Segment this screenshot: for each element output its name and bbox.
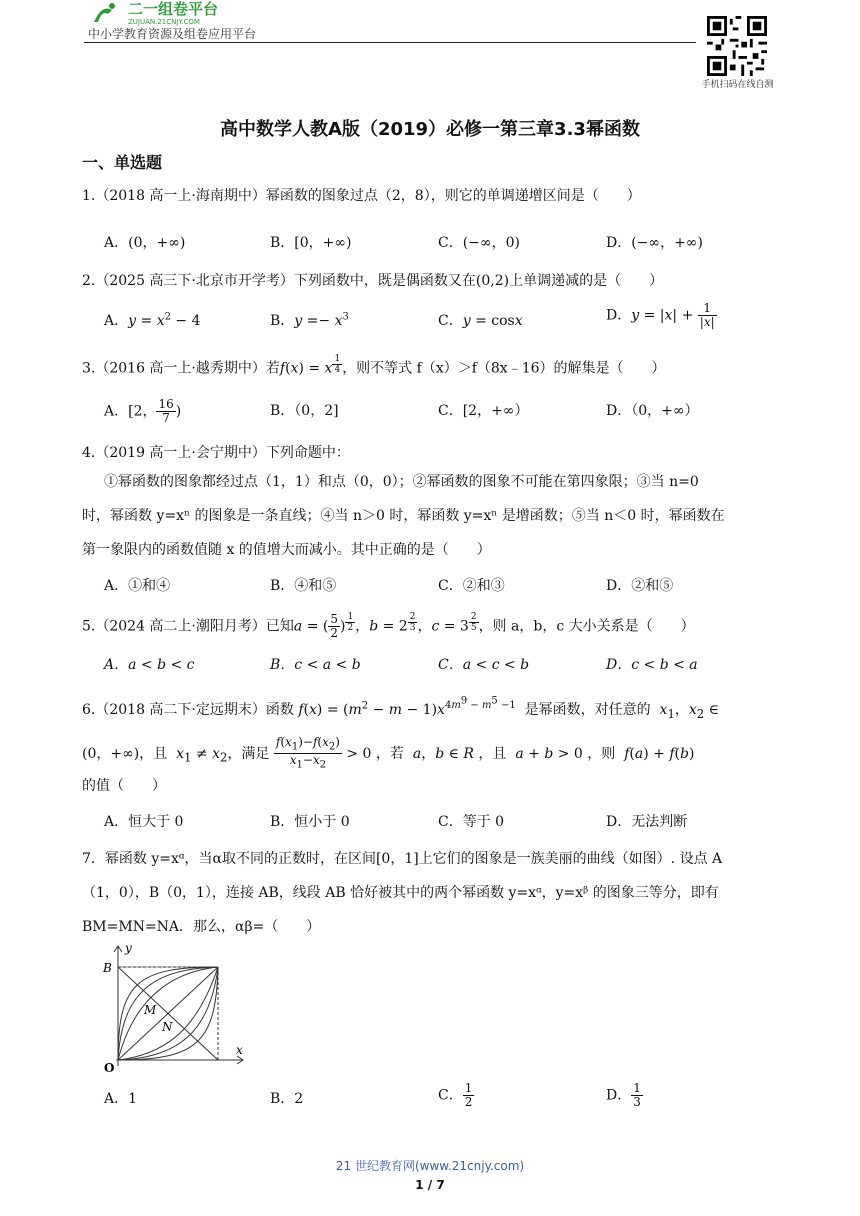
logo-url: ZUJUAN.21CNJY.COM	[128, 18, 200, 26]
question-3: 3.（2016 高一上·越秀期中）若f(x) = x $^{\frac{1}{4}}$ ，则不等式 f（x）＞f（8x﹣16）的解集是（ ）	[82, 354, 666, 377]
page-number: 1 / 7	[415, 1178, 445, 1192]
q4-option-d: D．②和⑤	[606, 578, 674, 594]
q4-option-a: A．①和④	[104, 578, 171, 594]
q3-option-c: C．[2，+∞）	[438, 403, 529, 419]
fig-label-x: x	[236, 1043, 243, 1057]
page-title: 高中数学人教A版（2019）必修一第三章3.3幂函数	[220, 119, 640, 140]
q6-option-d: D．无法判断	[606, 814, 688, 830]
question-4: 4.（2019 高一上·会宁期中）下列命题中：	[82, 445, 350, 461]
q7-line-3: BM=MN=NA．那么，αβ=（ ）	[82, 919, 321, 935]
q4-line-1: ①幂函数的图象都经过点（1，1）和点（0，0）；②幂函数的图象不可能在第四象限；③当 n=0	[104, 474, 699, 490]
header-divider	[84, 42, 696, 43]
q7-line-2: （1，0），B（0，1），连接 AB，线段 AB 恰好被其中的两个幂函数 y=xᵅ，y=xᵝ 的图象三等分，即有	[82, 885, 719, 901]
fig-label-y: y	[125, 942, 132, 955]
site-logo	[88, 0, 278, 26]
q1-option-d: D．(−∞，+∞)	[606, 235, 703, 251]
q6-option-c: C．等于 0	[438, 814, 505, 830]
q5-option-a: A．a < b < c	[104, 657, 195, 673]
q5-option-c: C．a < c < b	[438, 657, 530, 673]
question-6-line-2: (0，+∞)，且 $x_1 \ne x_2$，满足 $\frac{f(x_1)-f(x_2)}{x_1-x_2}$ > 0 ，若 a，b ∈ R ，且 a + b > 0 ，则 f(a) + f(b)	[82, 735, 695, 771]
question-2: 2.（2025 高三下·北京市开学考）下列函数中，既是偶函数又在(0,2)上单调递减的是（ ）	[82, 273, 664, 289]
question-1: 1.（2018 高一上·海南期中）幂函数的图象过点（2，8），则它的单调递增区间是（ ）	[82, 188, 641, 204]
q7-option-a: A．1	[104, 1091, 138, 1107]
fig-label-o: O	[104, 1061, 115, 1074]
question-5: 5.（2024 高二上·潮阳月考）已知a = ( $\frac{5}{2}$ ) $^{\frac{1}{2}}$ ，b = 2 $^{\frac{2}{3}}$ ，c = 3 $^{\frac{2}{5}}$ ，则 a，b，c 大小关系是（ ）	[82, 612, 695, 641]
q2-option-c: C．y = cosx	[438, 313, 523, 329]
qr-caption: 手机扫码在线自测	[701, 80, 774, 90]
header-subtitle: 中小学教育资源及组卷应用平台	[88, 27, 257, 41]
q7-option-b: B．2	[270, 1091, 304, 1107]
question-6: 6.（2018 高二下·定远期末）函数 $f(x) = (m^2 - m - 1)x^{4m^9 - m^5 -1}$ 是幂函数，对任意的 $x_1$，$x_2$ ∈	[82, 696, 720, 721]
fig-label-m: M	[144, 1003, 157, 1017]
q7-option-d: D． $\frac{1}{3}$	[606, 1081, 641, 1109]
q7-line-1: 7．幂函数 y=xᵅ，当α取不同的正数时，在区间[0，1]上它们的图象是一族美丽的曲线（如图）. 设点 A	[82, 851, 723, 867]
q1-option-b: B．[0，+∞)	[270, 235, 352, 251]
q3-option-d: D．（0，+∞）	[606, 403, 699, 419]
question-7	[82, 842, 782, 944]
q2-option-a: A．$y = x^2 - 4$	[104, 311, 201, 329]
q4-line-2: 时，幂函数 y=xⁿ 的图象是一条直线；④当 n＞0 时，幂函数 y=xⁿ 是增函数；⑤当 n＜0 时，幂函数在	[82, 508, 725, 524]
q4-line-3: 第一象限内的函数值随 x 的值增大而减小。其中正确的是（ ）	[82, 542, 491, 558]
q1-option-c: C．(−∞，0)	[438, 235, 520, 251]
q6-option-b: B．恒小于 0	[270, 814, 350, 830]
q1-option-a: A．(0，+∞)	[104, 235, 186, 251]
qr-code-icon	[707, 16, 767, 76]
q5-option-d: D．c < b < a	[606, 657, 698, 673]
power-function-figure	[98, 942, 248, 1074]
question-6-line-3: 的值（ ）	[82, 778, 166, 794]
q3-option-a: A．[2， $\frac{16}{7}$ )	[104, 397, 182, 425]
q7-option-c: C． $\frac{1}{2}$	[438, 1081, 473, 1109]
q5-option-b: B．c < a < b	[270, 657, 361, 673]
q4-option-c: C．②和③	[438, 578, 505, 594]
q4-statements	[82, 465, 782, 567]
section-heading: 一、单选题	[82, 153, 163, 172]
q4-option-b: B．④和⑤	[270, 578, 337, 594]
q3-option-b: B．（0，2]	[270, 403, 339, 419]
q2-option-b: B．$y =- x^3$	[270, 311, 349, 329]
fig-label-n: N	[162, 1020, 173, 1034]
q2-option-d: D．y = |x| + $\frac{1}{|x|}$	[606, 301, 715, 329]
fig-label-b: B	[103, 961, 112, 975]
q6-option-a: A．恒大于 0	[104, 814, 184, 830]
logo-text: 二一组卷平台	[128, 0, 219, 18]
footer-source-link[interactable]: 21 世纪教育网(www.21cnjy.com)	[335, 1159, 525, 1173]
